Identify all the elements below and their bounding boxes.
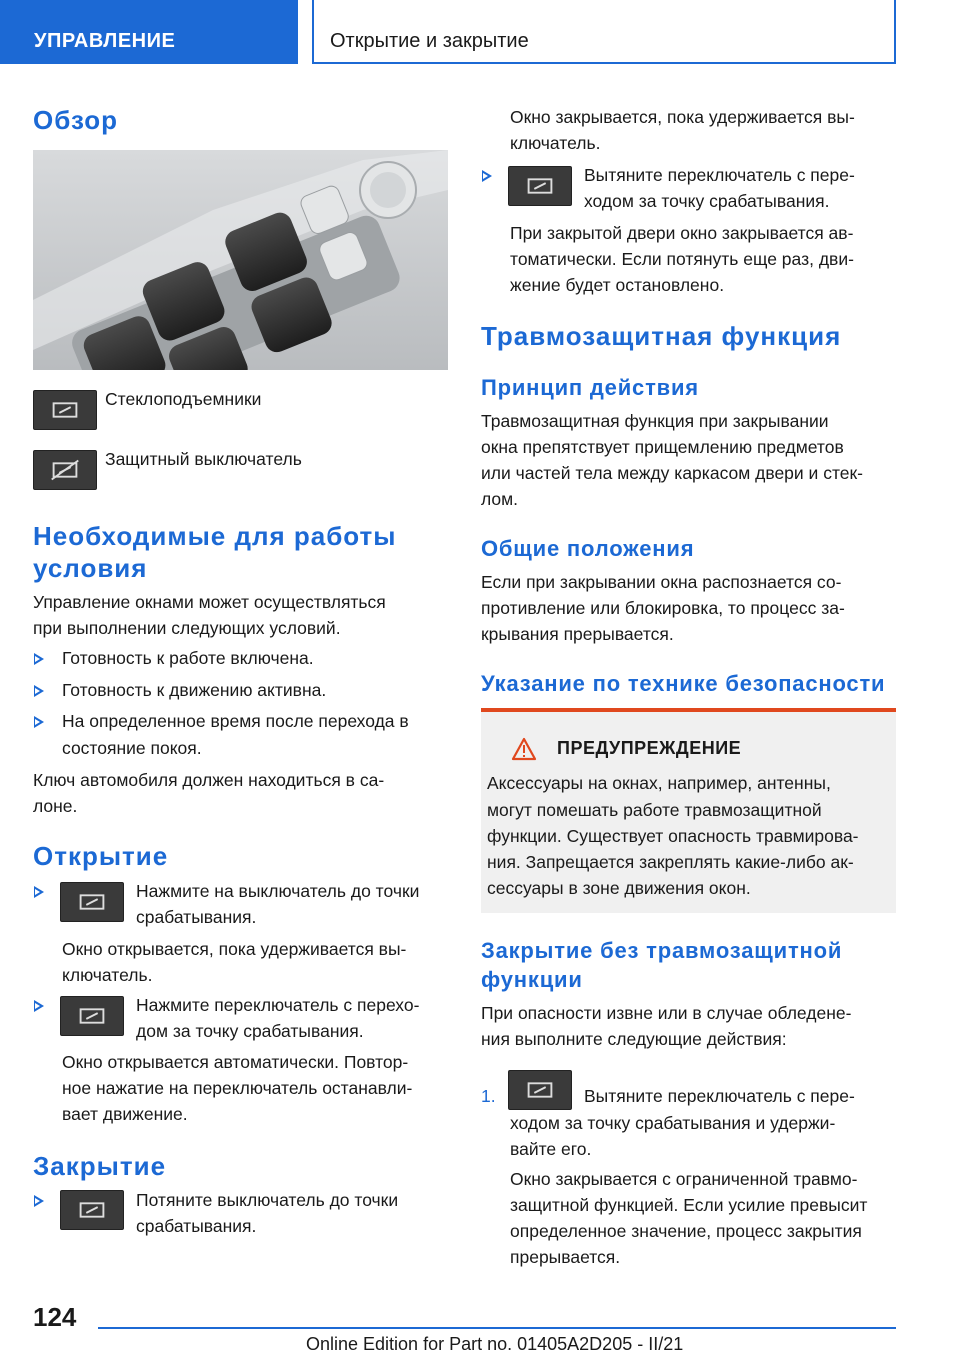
conditions-intro-2: при выполнении следующих условий. [33,618,341,638]
bullet-triangle-icon [33,716,45,728]
window-switch-icon [33,390,97,430]
step-number: 1. [481,1086,496,1106]
window-switch-icon [60,1190,124,1230]
window-switch-icon [508,1070,572,1110]
closing-title: Закрытие [33,1151,167,1181]
window-switch-icon [60,996,124,1036]
window-switch-icon [508,166,572,206]
door-panel-illustration [33,150,448,370]
opening-title: Открытие [33,841,169,871]
conditions-title-2: условия [33,553,148,583]
bullet-triangle-icon [33,1195,45,1207]
noprot-title-1: Закрытие без травмозащитной [481,938,843,963]
warning-title: ПРЕДУПРЕЖДЕНИЕ [557,738,742,758]
window-switch-icon [60,882,124,922]
legend-label-windows: Стеклоподъемники [105,389,262,409]
bullet-triangle-icon [481,170,493,182]
overview-title: Обзор [33,105,118,135]
bullet-triangle-icon [33,653,45,665]
page-number: 124 [33,1302,77,1332]
bullet-triangle-icon [33,685,45,697]
antitrap-title: Травмозащитная функция [481,321,842,351]
warning-triangle-icon [511,737,537,761]
safety-title: Указание по технике безопасности [481,671,886,696]
key-note-1: Ключ автомобиля должен находиться в са- [33,770,385,790]
bullet-triangle-icon [33,886,45,898]
bullet-triangle-icon [33,1000,45,1012]
footer-rule [98,1327,896,1329]
conditions-intro-1: Управление окнами может осуществляться [33,592,386,612]
legend-label-safety: Защитный выключатель [105,449,302,469]
conditions-title-1: Необходимые для работы [33,521,397,551]
general-title: Общие положения [481,536,695,561]
key-note-2: лоне. [33,796,78,816]
chapter-title: Открытие и закрытие [312,0,896,64]
noprot-title-2: функции [481,967,583,992]
section-tab: УПРАВЛЕНИЕ [0,0,298,64]
edition-note: Online Edition for Part no. 01405A2D205 - II/21 [306,1334,684,1354]
principle-title: Принцип действия [481,375,699,400]
window-switches-photo [33,150,448,370]
safety-switch-icon [33,450,97,490]
warning-box: ПРЕДУПРЕЖДЕНИЕ Аксессуары на окнах, например, антенны, могут помешать работе травмозащитной функции. Существует опасность травмирова- ния. Запрещается закреплять какие-либо ак- сессуары в зоне движения окон. [481,708,896,913]
